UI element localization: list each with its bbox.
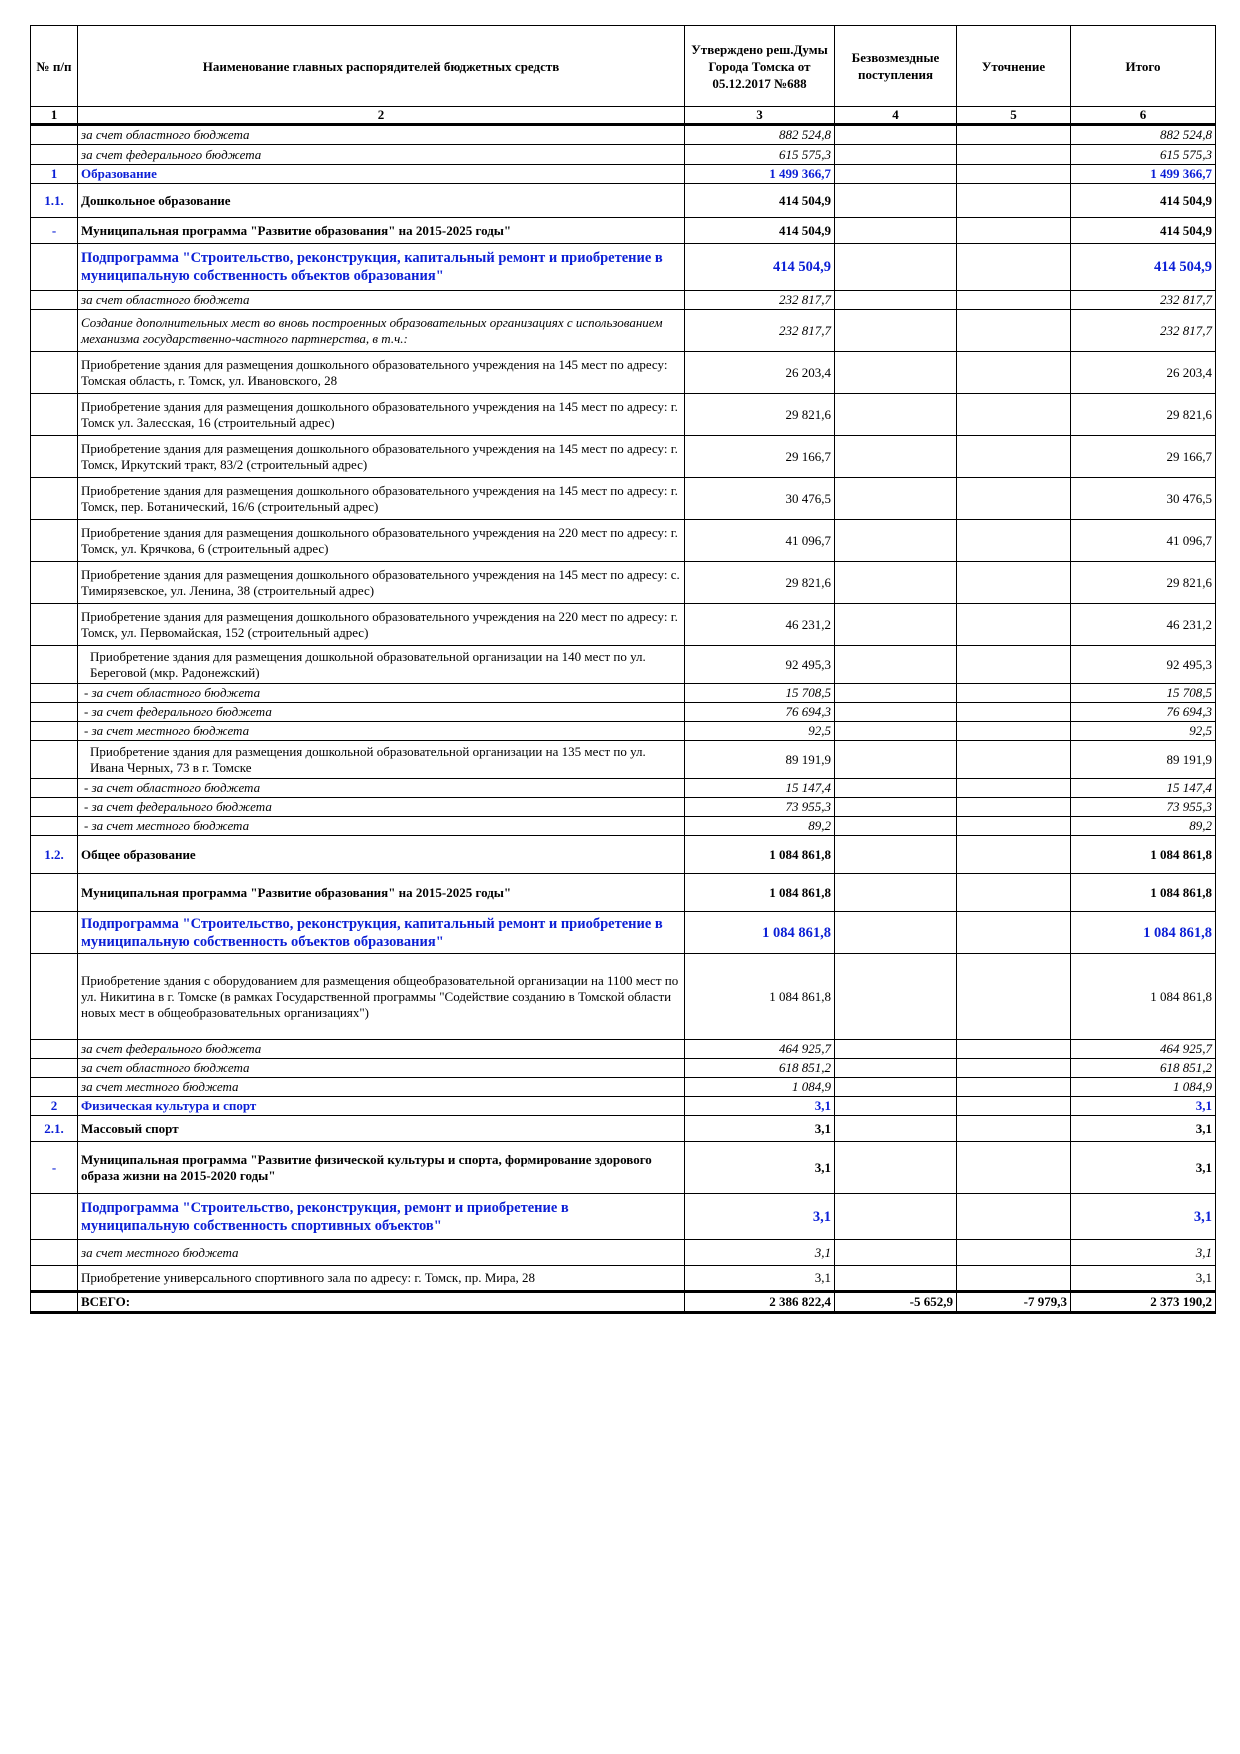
row-number <box>31 291 78 310</box>
row-free-receipts <box>835 291 957 310</box>
column-number: 1 <box>31 107 78 125</box>
column-number: 4 <box>835 107 957 125</box>
row-name: Образование <box>78 165 685 184</box>
table-row <box>31 1266 1216 1292</box>
row-approved: 29 821,6 <box>685 394 835 436</box>
row-adjustment <box>957 478 1071 520</box>
table-row <box>31 1142 1216 1194</box>
row-total: 73 955,3 <box>1071 798 1216 817</box>
row-name: Муниципальная программа "Развитие физической культуры и спорта, формирование здорового образа жизни на 2015-2020 годы" <box>78 1142 685 1194</box>
row-approved: 73 955,3 <box>685 798 835 817</box>
row-name: Дошкольное образование <box>78 184 685 218</box>
table-row <box>31 1097 1216 1116</box>
row-total: 3,1 <box>1071 1142 1216 1194</box>
column-number: 2 <box>78 107 685 125</box>
row-approved: 1 084 861,8 <box>685 912 835 954</box>
row-number <box>31 520 78 562</box>
header-free-receipts: Безвозмездные поступления <box>835 26 957 107</box>
total-number <box>31 1292 78 1313</box>
row-approved: 3,1 <box>685 1194 835 1240</box>
row-total: 232 817,7 <box>1071 310 1216 352</box>
row-adjustment <box>957 1194 1071 1240</box>
row-name: Приобретение универсального спортивного зала по адресу: г. Томск, пр. Мира, 28 <box>78 1266 685 1292</box>
row-free-receipts <box>835 1266 957 1292</box>
row-number <box>31 1040 78 1059</box>
row-total: 414 504,9 <box>1071 184 1216 218</box>
row-adjustment <box>957 394 1071 436</box>
row-approved: 92,5 <box>685 722 835 741</box>
row-total: 92,5 <box>1071 722 1216 741</box>
column-number: 5 <box>957 107 1071 125</box>
table-row <box>31 145 1216 165</box>
table-row <box>31 1040 1216 1059</box>
table-row <box>31 520 1216 562</box>
row-free-receipts <box>835 1040 957 1059</box>
row-adjustment <box>957 1142 1071 1194</box>
row-name: - за счет местного бюджета <box>78 817 685 836</box>
row-number <box>31 394 78 436</box>
row-free-receipts <box>835 310 957 352</box>
row-adjustment <box>957 352 1071 394</box>
row-number <box>31 1059 78 1078</box>
row-approved: 3,1 <box>685 1097 835 1116</box>
row-free-receipts <box>835 874 957 912</box>
row-number <box>31 310 78 352</box>
row-approved: 464 925,7 <box>685 1040 835 1059</box>
row-total: 414 504,9 <box>1071 218 1216 244</box>
table-row <box>31 218 1216 244</box>
row-total: 3,1 <box>1071 1240 1216 1266</box>
row-approved: 1 499 366,7 <box>685 165 835 184</box>
budget-table-sheet <box>30 25 1215 1314</box>
table-row <box>31 184 1216 218</box>
column-number-row <box>31 107 1216 125</box>
row-free-receipts <box>835 125 957 145</box>
table-body <box>31 125 1216 1313</box>
row-total: 1 084 861,8 <box>1071 912 1216 954</box>
row-name: за счет федерального бюджета <box>78 145 685 165</box>
row-total: 89,2 <box>1071 817 1216 836</box>
row-approved: 1 084 861,8 <box>685 874 835 912</box>
row-approved: 26 203,4 <box>685 352 835 394</box>
row-number <box>31 954 78 1040</box>
row-name: - за счет областного бюджета <box>78 684 685 703</box>
row-number <box>31 1194 78 1240</box>
table-header-row <box>31 26 1216 107</box>
row-approved: 92 495,3 <box>685 646 835 684</box>
row-name: Приобретение здания для размещения дошкольного образовательного учреждения на 220 мест по адресу: г. Томск, ул. Крячкова, 6 (строительный адрес) <box>78 520 685 562</box>
table-row <box>31 684 1216 703</box>
row-name: за счет областного бюджета <box>78 1059 685 1078</box>
row-free-receipts <box>835 244 957 291</box>
row-total: 3,1 <box>1071 1266 1216 1292</box>
row-total: 232 817,7 <box>1071 291 1216 310</box>
table-row <box>31 1059 1216 1078</box>
row-total: 46 231,2 <box>1071 604 1216 646</box>
row-free-receipts <box>835 218 957 244</box>
row-free-receipts <box>835 1097 957 1116</box>
row-approved: 41 096,7 <box>685 520 835 562</box>
row-number <box>31 244 78 291</box>
table-row <box>31 244 1216 291</box>
row-name: - за счет федерального бюджета <box>78 798 685 817</box>
row-name: за счет местного бюджета <box>78 1078 685 1097</box>
row-approved: 89 191,9 <box>685 741 835 779</box>
row-adjustment <box>957 310 1071 352</box>
row-adjustment <box>957 722 1071 741</box>
header-name: Наименование главных распорядителей бюджетных средств <box>78 26 685 107</box>
row-name: Приобретение здания для размещения дошкольного образовательного учреждения на 145 мест по адресу: Томская область, г. Томск, ул. Ивановского, 28 <box>78 352 685 394</box>
table-row <box>31 125 1216 145</box>
row-total: 30 476,5 <box>1071 478 1216 520</box>
row-free-receipts <box>835 478 957 520</box>
row-adjustment <box>957 954 1071 1040</box>
row-number <box>31 874 78 912</box>
total-total: 2 373 190,2 <box>1071 1292 1216 1313</box>
table-row <box>31 478 1216 520</box>
row-adjustment <box>957 1059 1071 1078</box>
row-adjustment <box>957 646 1071 684</box>
row-number <box>31 741 78 779</box>
row-name: Физическая культура и спорт <box>78 1097 685 1116</box>
row-name: Приобретение здания для размещения дошкольного образовательного учреждения на 220 мест по адресу: г. Томск, ул. Первомайская, 152 (строительный адрес) <box>78 604 685 646</box>
row-free-receipts <box>835 1194 957 1240</box>
row-total: 15 708,5 <box>1071 684 1216 703</box>
total-adjustment: -7 979,3 <box>957 1292 1071 1313</box>
row-free-receipts <box>835 520 957 562</box>
row-number: 1 <box>31 165 78 184</box>
row-total: 76 694,3 <box>1071 703 1216 722</box>
row-approved: 15 147,4 <box>685 779 835 798</box>
row-name: - за счет областного бюджета <box>78 779 685 798</box>
table-row <box>31 954 1216 1040</box>
total-name: ВСЕГО: <box>78 1292 685 1313</box>
row-number <box>31 646 78 684</box>
row-number <box>31 1266 78 1292</box>
row-free-receipts <box>835 1059 957 1078</box>
row-adjustment <box>957 798 1071 817</box>
table-row <box>31 874 1216 912</box>
table-row <box>31 836 1216 874</box>
row-free-receipts <box>835 352 957 394</box>
row-name: Приобретение здания для размещения дошкольного образовательного учреждения на 145 мест по адресу: г. Томск, Иркутский тракт, 83/2 (строительный адрес) <box>78 436 685 478</box>
row-adjustment <box>957 817 1071 836</box>
row-approved: 3,1 <box>685 1142 835 1194</box>
row-number <box>31 912 78 954</box>
row-free-receipts <box>835 703 957 722</box>
header-adjustment: Уточнение <box>957 26 1071 107</box>
row-approved: 618 851,2 <box>685 1059 835 1078</box>
row-approved: 3,1 <box>685 1116 835 1142</box>
table-row <box>31 436 1216 478</box>
row-number: 2 <box>31 1097 78 1116</box>
table-row <box>31 1240 1216 1266</box>
table-row <box>31 779 1216 798</box>
row-approved: 46 231,2 <box>685 604 835 646</box>
row-approved: 1 084,9 <box>685 1078 835 1097</box>
row-name: Приобретение здания для размещения дошкольного образовательного учреждения на 145 мест по адресу: с. Тимирязевское, ул. Ленина, 38 (строительный адрес) <box>78 562 685 604</box>
row-number <box>31 1078 78 1097</box>
row-free-receipts <box>835 1078 957 1097</box>
row-adjustment <box>957 1097 1071 1116</box>
row-approved: 1 084 861,8 <box>685 836 835 874</box>
column-number: 3 <box>685 107 835 125</box>
row-free-receipts <box>835 722 957 741</box>
row-total: 3,1 <box>1071 1194 1216 1240</box>
row-free-receipts <box>835 1240 957 1266</box>
row-adjustment <box>957 604 1071 646</box>
row-name: за счет областного бюджета <box>78 125 685 145</box>
row-approved: 882 524,8 <box>685 125 835 145</box>
row-total: 15 147,4 <box>1071 779 1216 798</box>
row-free-receipts <box>835 954 957 1040</box>
row-free-receipts <box>835 145 957 165</box>
row-approved: 29 821,6 <box>685 562 835 604</box>
table-row <box>31 352 1216 394</box>
row-total: 29 166,7 <box>1071 436 1216 478</box>
row-approved: 1 084 861,8 <box>685 954 835 1040</box>
row-name: - за счет местного бюджета <box>78 722 685 741</box>
budget-table <box>30 25 1216 1314</box>
row-free-receipts <box>835 836 957 874</box>
row-adjustment <box>957 218 1071 244</box>
table-row <box>31 741 1216 779</box>
row-name: Подпрограмма "Строительство, реконструкция, ремонт и приобретение в муниципальную собственность спортивных объектов" <box>78 1194 685 1240</box>
table-row <box>31 310 1216 352</box>
row-adjustment <box>957 1240 1071 1266</box>
row-name: Муниципальная программа "Развитие образования" на 2015-2025 годы" <box>78 218 685 244</box>
row-total: 414 504,9 <box>1071 244 1216 291</box>
row-adjustment <box>957 184 1071 218</box>
row-number <box>31 684 78 703</box>
row-approved: 29 166,7 <box>685 436 835 478</box>
row-number <box>31 779 78 798</box>
row-free-receipts <box>835 646 957 684</box>
row-name: Приобретение здания с оборудованием для размещения общеобразовательной организации на 1100 мест по ул. Никитина в г. Томске (в рамках Государственной программы "Содействие созданию в Томской области новых мест в общеобразовательных организациях") <box>78 954 685 1040</box>
row-name: Приобретение здания для размещения дошкольной образовательной организации на 135 мест по ул. Ивана Черных, 73 в г. Томске <box>78 741 685 779</box>
row-total: 1 084 861,8 <box>1071 874 1216 912</box>
row-number <box>31 798 78 817</box>
table-row <box>31 1194 1216 1240</box>
table-row <box>31 1116 1216 1142</box>
row-adjustment <box>957 165 1071 184</box>
row-approved: 232 817,7 <box>685 310 835 352</box>
table-row <box>31 394 1216 436</box>
row-free-receipts <box>835 394 957 436</box>
row-approved: 414 504,9 <box>685 218 835 244</box>
row-total: 3,1 <box>1071 1097 1216 1116</box>
row-approved: 3,1 <box>685 1266 835 1292</box>
table-row <box>31 165 1216 184</box>
row-number: 1.1. <box>31 184 78 218</box>
row-adjustment <box>957 244 1071 291</box>
total-approved: 2 386 822,4 <box>685 1292 835 1313</box>
row-number <box>31 478 78 520</box>
row-adjustment <box>957 1116 1071 1142</box>
row-total: 1 084 861,8 <box>1071 954 1216 1040</box>
row-adjustment <box>957 436 1071 478</box>
row-adjustment <box>957 703 1071 722</box>
row-free-receipts <box>835 798 957 817</box>
row-adjustment <box>957 874 1071 912</box>
row-free-receipts <box>835 817 957 836</box>
table-row <box>31 912 1216 954</box>
row-total: 618 851,2 <box>1071 1059 1216 1078</box>
row-name: за счет областного бюджета <box>78 291 685 310</box>
row-adjustment <box>957 125 1071 145</box>
row-number <box>31 352 78 394</box>
row-approved: 414 504,9 <box>685 244 835 291</box>
row-total: 92 495,3 <box>1071 646 1216 684</box>
row-adjustment <box>957 1040 1071 1059</box>
row-adjustment <box>957 1078 1071 1097</box>
row-name: за счет федерального бюджета <box>78 1040 685 1059</box>
row-number <box>31 436 78 478</box>
row-name: - за счет федерального бюджета <box>78 703 685 722</box>
row-adjustment <box>957 562 1071 604</box>
row-adjustment <box>957 836 1071 874</box>
row-total: 615 575,3 <box>1071 145 1216 165</box>
row-free-receipts <box>835 436 957 478</box>
row-adjustment <box>957 684 1071 703</box>
row-total: 1 084 861,8 <box>1071 836 1216 874</box>
row-total: 29 821,6 <box>1071 562 1216 604</box>
table-row <box>31 646 1216 684</box>
row-name: Приобретение здания для размещения дошкольного образовательного учреждения на 145 мест по адресу: г. Томск, пер. Ботанический, 16/6 (строительный адрес) <box>78 478 685 520</box>
row-free-receipts <box>835 184 957 218</box>
row-approved: 76 694,3 <box>685 703 835 722</box>
row-free-receipts <box>835 1142 957 1194</box>
row-free-receipts <box>835 1116 957 1142</box>
row-name: Подпрограмма "Строительство, реконструкция, капитальный ремонт и приобретение в муниципальную собственность объектов образования" <box>78 244 685 291</box>
row-free-receipts <box>835 741 957 779</box>
table-row <box>31 817 1216 836</box>
total-row <box>31 1292 1216 1313</box>
row-free-receipts <box>835 604 957 646</box>
row-number <box>31 145 78 165</box>
row-number: - <box>31 218 78 244</box>
row-free-receipts <box>835 779 957 798</box>
row-adjustment <box>957 741 1071 779</box>
row-total: 3,1 <box>1071 1116 1216 1142</box>
row-name: Приобретение здания для размещения дошкольного образовательного учреждения на 145 мест по адресу: г. Томск ул. Залесская, 16 (строительный адрес) <box>78 394 685 436</box>
row-free-receipts <box>835 912 957 954</box>
row-approved: 615 575,3 <box>685 145 835 165</box>
row-total: 89 191,9 <box>1071 741 1216 779</box>
row-name: Создание дополнительных мест во вновь построенных образовательных организациях с использованием механизма государственно-частного партнерства, в т.ч.: <box>78 310 685 352</box>
row-total: 1 499 366,7 <box>1071 165 1216 184</box>
row-number: 1.2. <box>31 836 78 874</box>
row-name: Муниципальная программа "Развитие образования" на 2015-2025 годы" <box>78 874 685 912</box>
row-free-receipts <box>835 165 957 184</box>
row-adjustment <box>957 145 1071 165</box>
row-name: Массовый спорт <box>78 1116 685 1142</box>
row-total: 41 096,7 <box>1071 520 1216 562</box>
row-adjustment <box>957 779 1071 798</box>
table-row <box>31 562 1216 604</box>
row-total: 1 084,9 <box>1071 1078 1216 1097</box>
row-adjustment <box>957 1266 1071 1292</box>
row-total: 26 203,4 <box>1071 352 1216 394</box>
table-row <box>31 1078 1216 1097</box>
row-number: 2.1. <box>31 1116 78 1142</box>
row-approved: 15 708,5 <box>685 684 835 703</box>
row-total: 882 524,8 <box>1071 125 1216 145</box>
table-row <box>31 798 1216 817</box>
row-approved: 232 817,7 <box>685 291 835 310</box>
header-total: Итого <box>1071 26 1216 107</box>
row-approved: 30 476,5 <box>685 478 835 520</box>
row-number <box>31 125 78 145</box>
table-row <box>31 703 1216 722</box>
total-free-receipts: -5 652,9 <box>835 1292 957 1313</box>
row-total: 464 925,7 <box>1071 1040 1216 1059</box>
header-no: № п/п <box>31 26 78 107</box>
table-row <box>31 604 1216 646</box>
row-number: - <box>31 1142 78 1194</box>
row-name: за счет местного бюджета <box>78 1240 685 1266</box>
header-approved: Утверждено реш.Думы Города Томска от 05.12.2017 №688 <box>685 26 835 107</box>
row-number <box>31 722 78 741</box>
row-approved: 3,1 <box>685 1240 835 1266</box>
row-number <box>31 817 78 836</box>
row-number <box>31 604 78 646</box>
row-number <box>31 562 78 604</box>
row-number <box>31 1240 78 1266</box>
row-name: Приобретение здания для размещения дошкольной образовательной организации на 140 мест по ул. Береговой (мкр. Радонежский) <box>78 646 685 684</box>
row-adjustment <box>957 912 1071 954</box>
table-row <box>31 722 1216 741</box>
row-name: Подпрограмма "Строительство, реконструкция, капитальный ремонт и приобретение в муниципальную собственность объектов образования" <box>78 912 685 954</box>
row-free-receipts <box>835 684 957 703</box>
row-adjustment <box>957 520 1071 562</box>
column-number: 6 <box>1071 107 1216 125</box>
row-free-receipts <box>835 562 957 604</box>
table-row <box>31 291 1216 310</box>
row-approved: 414 504,9 <box>685 184 835 218</box>
row-approved: 89,2 <box>685 817 835 836</box>
row-number <box>31 703 78 722</box>
row-name: Общее образование <box>78 836 685 874</box>
row-adjustment <box>957 291 1071 310</box>
row-total: 29 821,6 <box>1071 394 1216 436</box>
